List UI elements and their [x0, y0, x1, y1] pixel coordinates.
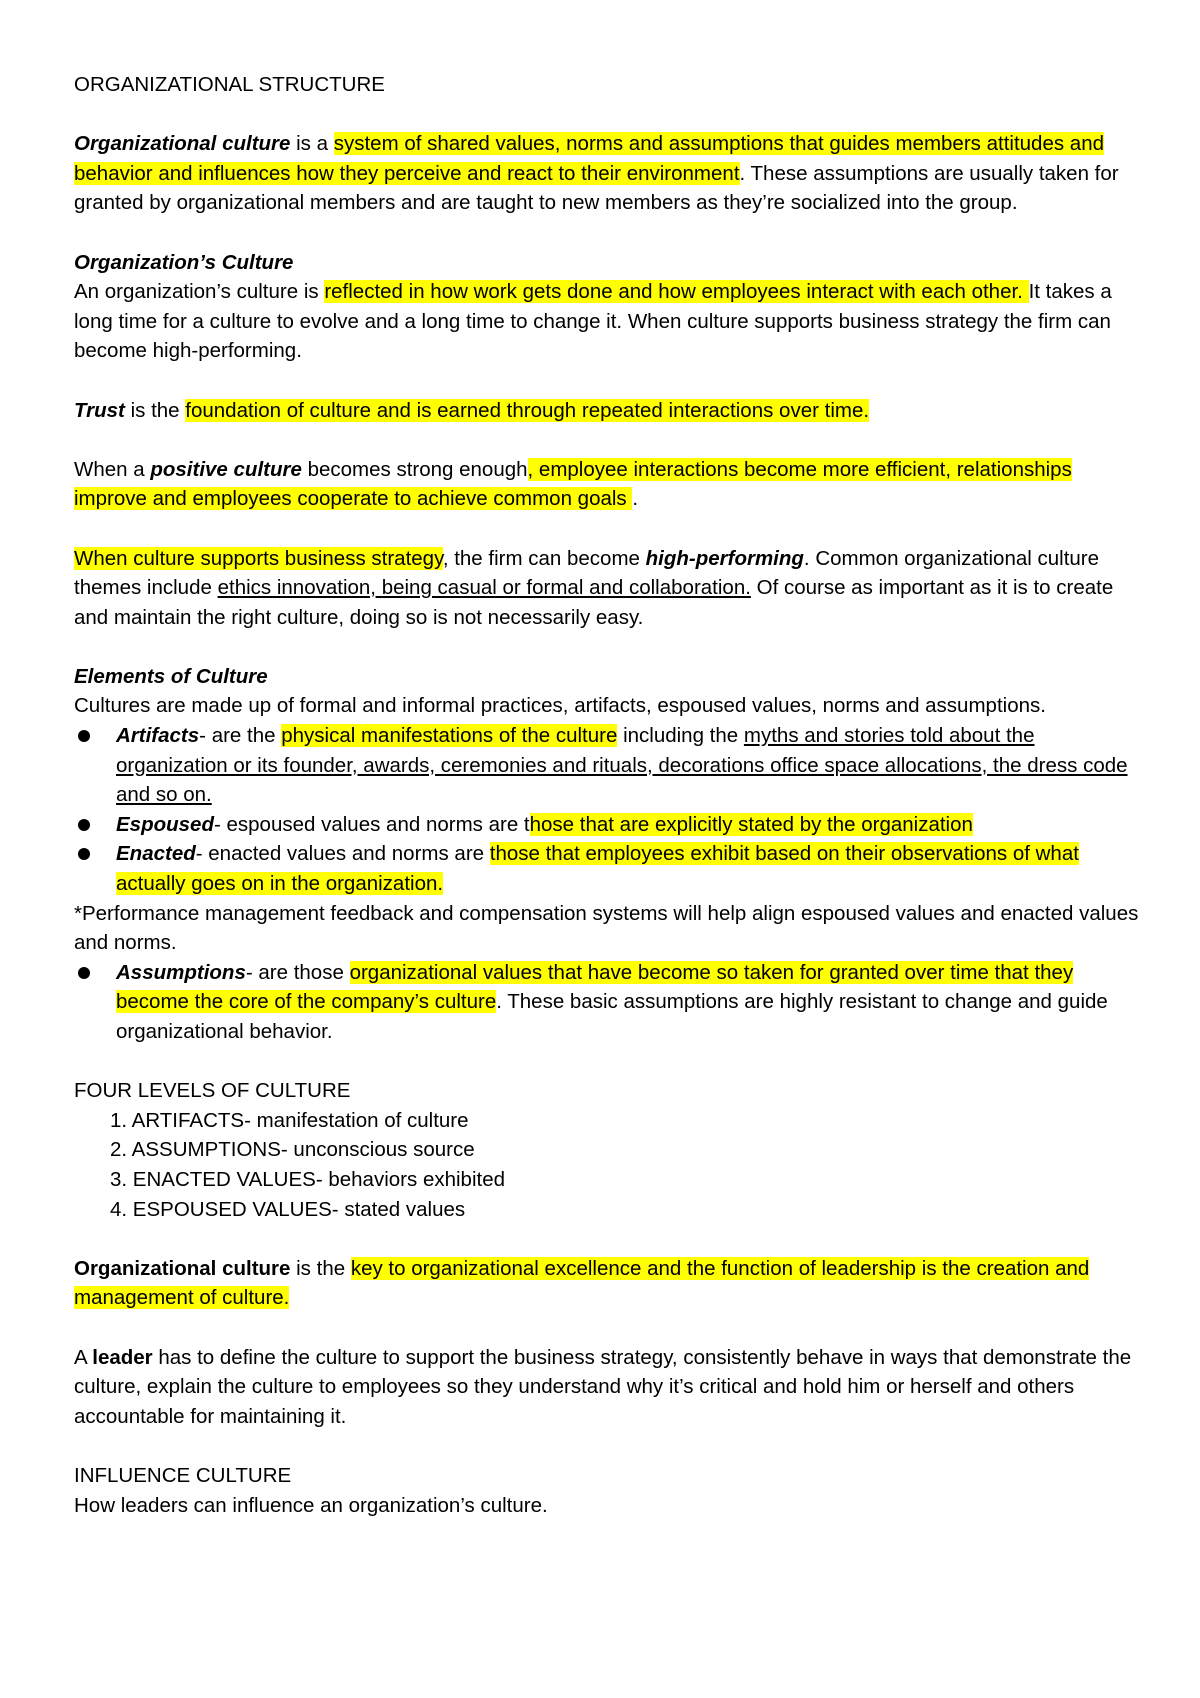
text: is a — [290, 132, 334, 156]
section-heading-elements-of-culture — [74, 662, 1140, 692]
text: . — [632, 487, 639, 511]
section-heading-organizations-culture — [74, 248, 1140, 278]
term-leader: leader — [92, 1345, 153, 1369]
term-high-performing: high-performing — [645, 546, 804, 570]
list-item — [110, 1195, 1140, 1225]
text: - enacted values and norms are — [195, 842, 490, 866]
text: - are the — [199, 724, 282, 748]
text: , the firm can become — [442, 546, 646, 570]
term-positive-culture: positive culture — [150, 457, 302, 481]
elements-list — [74, 721, 1140, 899]
section-heading-four-levels: FOUR LEVELS OF CULTURE — [74, 1079, 351, 1103]
text: has to define the culture to support the business strategy, consistently behave in ways that demonstrate the culture, explain the culture to employees so they understand why it’s critical and hold him or herself and others accountable for maintaining it. — [74, 1345, 1132, 1428]
highlighted-text: key to organizational excellence and the function of leadership is the creation and management of culture. — [74, 1256, 1090, 1310]
heading-text: Elements of Culture — [74, 664, 268, 688]
term-organizational-culture: Organizational culture — [74, 132, 291, 156]
paragraph-key-excellence — [74, 1254, 1140, 1313]
term-assumptions: Assumptions — [116, 960, 246, 984]
term-trust: Trust — [74, 398, 125, 422]
list-number: 2. — [110, 1138, 128, 1162]
text: is the — [290, 1256, 351, 1280]
text: It takes a long time for a culture to evolve and a long time to change it. When culture supports business strategy the firm can become high-performing. — [74, 280, 1112, 363]
bullet-icon — [78, 848, 90, 860]
text: is the — [124, 398, 186, 422]
text: A — [74, 1345, 93, 1369]
text: . These basic assumptions are highly resistant to change and guide organizational behavior. — [116, 990, 1108, 1043]
list-number: 4. — [110, 1197, 128, 1221]
levels-list — [74, 1106, 1140, 1224]
bullet-icon — [78, 819, 90, 831]
paragraph-positive-culture — [74, 455, 1140, 514]
list-number: 1. — [110, 1108, 128, 1132]
paragraph-leader — [74, 1343, 1140, 1432]
text: becomes strong enough — [301, 457, 528, 481]
list-item-espoused — [116, 810, 1140, 840]
list-item-enacted — [116, 839, 1140, 898]
performance-note: *Performance management feedback and compensation systems will help align espoused values and enacted values and norms. — [74, 901, 1139, 955]
paragraph-business-strategy — [74, 544, 1140, 633]
highlighted-text: those that employees exhibit based on their observations of what actually goes on in the organization. — [116, 842, 1079, 896]
list-item — [110, 1106, 1140, 1136]
paragraph-trust — [74, 396, 1140, 426]
term-organizational-culture: Organizational culture — [74, 1256, 291, 1280]
list-item — [110, 1135, 1140, 1165]
term-artifacts: Artifacts — [116, 724, 200, 748]
bullet-icon — [78, 730, 90, 742]
bullet-icon — [78, 967, 90, 979]
influence-text: How leaders can influence an organization’s culture. — [74, 1493, 548, 1517]
text: - are those — [245, 960, 350, 984]
term-enacted: Enacted — [116, 842, 196, 866]
highlighted-text: organizational values that have become so taken for granted over time that they become the core of the company’s culture — [116, 960, 1074, 1014]
highlighted-text: hose that are explicitly stated by the organization — [529, 812, 973, 836]
section-heading-influence-culture: INFLUENCE CULTURE — [74, 1463, 292, 1487]
text: . Common organizational culture themes include — [74, 546, 1100, 600]
highlighted-text: physical manifestations of the culture — [281, 724, 618, 748]
underlined-text: ethics innovation, being casual or formal and collaboration. — [217, 576, 751, 600]
document-title: ORGANIZATIONAL STRUCTURE — [74, 73, 385, 96]
list-text: ASSUMPTIONS- unconscious source — [127, 1138, 475, 1162]
elements-list-continued — [74, 958, 1140, 1047]
text: - espoused values and norms are t — [213, 812, 530, 836]
elements-intro: Cultures are made up of formal and informal practices, artifacts, espoused values, norms and assumptions. — [74, 694, 1046, 718]
highlighted-text: When culture supports business strategy — [74, 546, 443, 570]
list-number: 3. — [110, 1167, 128, 1191]
list-item — [110, 1165, 1140, 1195]
text: Of course as important as it is to create and maintain the right culture, doing so is not necessarily easy. — [74, 576, 1114, 629]
list-text: ARTIFACTS- manifestation of culture — [127, 1108, 469, 1132]
highlighted-text: system of shared values, norms and assumptions that guides members attitudes and behavior and influences how they perceive and react to their environment — [74, 132, 1105, 185]
list-item-assumptions — [116, 958, 1140, 1047]
text: An organization’s culture is — [74, 280, 325, 304]
text: including the — [617, 724, 744, 748]
list-text: ENACTED VALUES- behaviors exhibited — [127, 1167, 505, 1191]
paragraph-definition — [74, 129, 1140, 218]
highlighted-text: reflected in how work gets done and how employees interact with each other. — [324, 280, 1029, 304]
term-espoused: Espoused — [116, 812, 214, 836]
heading-text: Organization’s Culture — [74, 250, 294, 274]
text: . These assumptions are usually taken for granted by organizational members and are taught to new members as they’re socialized into the group. — [74, 161, 1119, 215]
underlined-text: myths and stories told about the organization or its founder, awards, ceremonies and rituals, decorations office space allocations, the dress code and so on. — [116, 724, 1128, 807]
list-item-artifacts — [116, 721, 1140, 810]
paragraph-organizations-culture — [74, 277, 1140, 366]
highlighted-text: , employee interactions become more efficient, relationships improve and employees cooperate to achieve common goals — [74, 457, 1072, 511]
text: When a — [74, 457, 151, 481]
list-text: ESPOUSED VALUES- stated values — [127, 1197, 466, 1221]
highlighted-text: foundation of culture and is earned through repeated interactions over time. — [185, 398, 870, 422]
